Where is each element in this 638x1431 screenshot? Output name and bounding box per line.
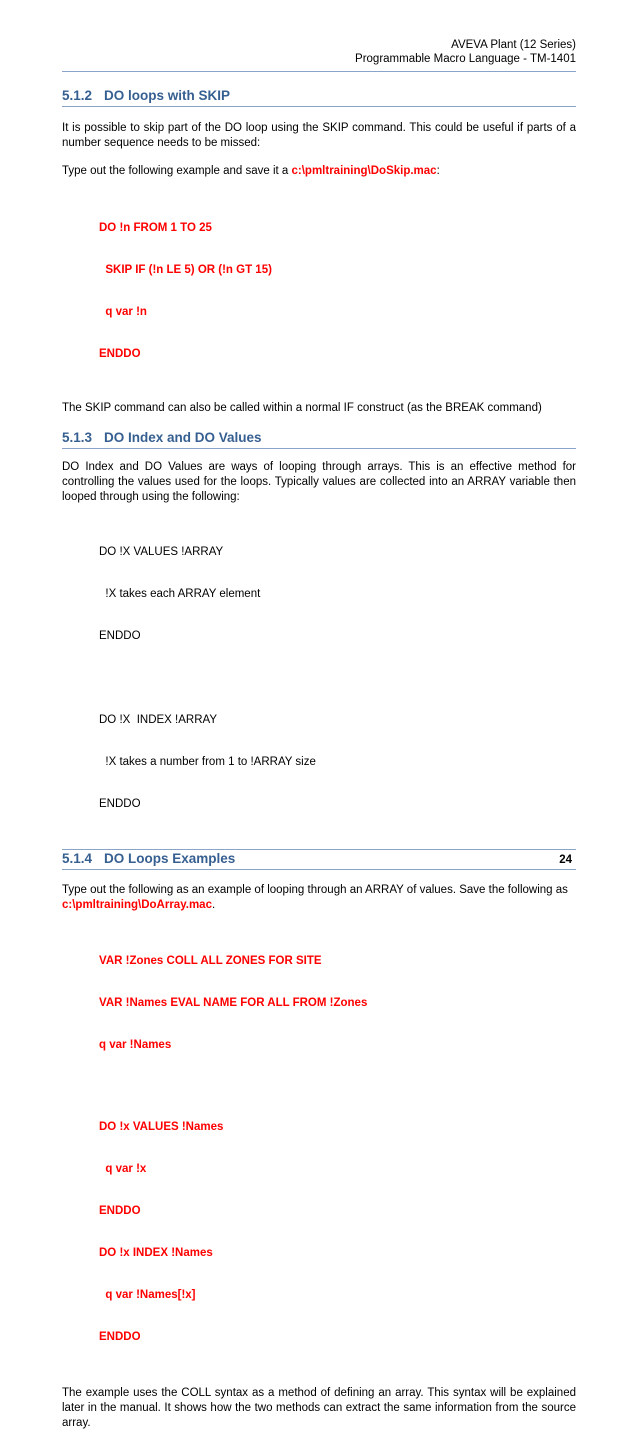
code-line: DO !n FROM 1 TO 25	[99, 222, 212, 234]
code-line: q var !Names[!x]	[99, 1289, 196, 1301]
code-line: ENDDO	[99, 630, 141, 642]
section-number: 5.1.4	[62, 851, 93, 866]
code-line: q var !Names	[99, 1039, 172, 1051]
code-block	[99, 1092, 576, 1372]
code-block	[99, 517, 576, 671]
code-line: ENDDO	[99, 798, 141, 810]
code-block	[99, 926, 576, 1080]
page-content	[62, 86, 576, 1431]
paragraph: The example uses the COLL syntax as a method of defining an array. This syntax will be explained later in the manual. It shows how the two methods can extract the same information from the source array.	[62, 1387, 576, 1429]
code-line: ENDDO	[99, 348, 141, 360]
code-line: VAR !Names EVAL NAME FOR ALL FROM !Zones	[99, 997, 368, 1009]
section-title: DO Index and DO Values	[104, 430, 262, 445]
header-divider	[62, 71, 576, 72]
page-number: 24	[559, 854, 572, 866]
code-line: q var !x	[99, 1163, 147, 1175]
code-line: SKIP IF (!n LE 5) OR (!n GT 15)	[99, 264, 272, 276]
file-path: c:\pmltraining\DoSkip.mac	[291, 165, 437, 177]
header-product: AVEVA Plant (12 Series)	[451, 39, 576, 51]
code-line: VAR !Zones COLL ALL ZONES FOR SITE	[99, 955, 322, 967]
section-number: 5.1.3	[62, 430, 93, 445]
code-line: DO !x INDEX !Names	[99, 1247, 213, 1259]
section-number: 5.1.2	[62, 88, 93, 103]
paragraph: The SKIP command can also be called within a normal IF construct (as the BREAK command)	[62, 402, 542, 414]
section-heading-5-1-3	[62, 428, 576, 449]
code-line: ENDDO	[99, 1205, 141, 1217]
section-heading-5-1-4	[62, 849, 576, 870]
code-block	[99, 685, 576, 839]
code-line: !X takes a number from 1 to !ARRAY size	[99, 756, 316, 768]
code-line: DO !X INDEX !ARRAY	[99, 714, 218, 726]
paragraph: Type out the following example and save it a c:\pmltraining\DoSkip.mac:	[62, 165, 440, 177]
footer-divider	[62, 849, 576, 850]
doc-header	[355, 38, 576, 66]
section-heading-5-1-2	[62, 86, 576, 107]
section-title: DO Loops Examples	[104, 851, 236, 866]
code-line: DO !X VALUES !ARRAY	[99, 546, 224, 558]
code-line: !X takes each ARRAY element	[99, 588, 261, 600]
code-line: q var !n	[99, 306, 147, 318]
code-line: DO !x VALUES !Names	[99, 1121, 224, 1133]
section-title: DO loops with SKIP	[104, 88, 231, 103]
code-block	[99, 193, 576, 389]
paragraph: It is possible to skip part of the DO loop using the SKIP command. This could be useful if parts of a number sequence needs to be missed:	[62, 122, 576, 149]
file-path: c:\pmltraining\DoArray.mac	[62, 899, 212, 911]
code-line: ENDDO	[99, 1331, 141, 1343]
paragraph: DO Index and DO Values are ways of looping through arrays. This is an effective method for controlling the values used for the loops. Typically values are collected into an ARRAY variable then looped through using the following:	[62, 461, 576, 503]
header-course: Programmable Macro Language - TM-1401	[355, 53, 576, 65]
paragraph: Type out the following as an example of looping through an ARRAY of values. Save the following as c:\pmltraining\DoArray.mac.	[62, 884, 568, 911]
